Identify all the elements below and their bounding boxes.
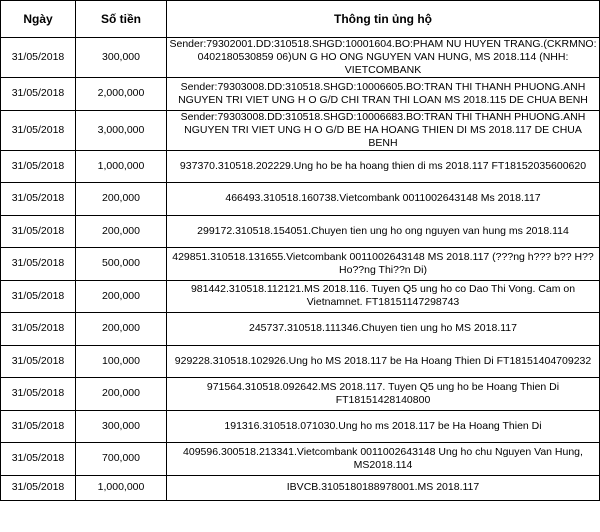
table-row [1, 248, 600, 281]
date-cell: 31/05/2018 [1, 150, 76, 183]
amount-cell: 1,000,000 [76, 475, 167, 500]
amount-cell: 100,000 [76, 345, 167, 378]
table-row [1, 38, 600, 78]
table-row [1, 280, 600, 313]
info-cell: 429851.310518.131655.Vietcombank 0011002643148 MS 2018.117 (???ng h??? b?? H?? Ho??ng Thi??n Di) [167, 248, 600, 281]
amount-cell: 200,000 [76, 313, 167, 346]
info-cell: 409596.300518.213341.Vietcombank 0011002643148 Ung ho chu Nguyen Van Hung, MS2018.114 [167, 443, 600, 476]
table-row [1, 313, 600, 346]
date-cell: 31/05/2018 [1, 215, 76, 248]
table-row [1, 443, 600, 476]
amount-cell: 200,000 [76, 183, 167, 216]
table-row [1, 410, 600, 443]
date-cell: 31/05/2018 [1, 475, 76, 500]
info-cell: 937370.310518.202229.Ung ho be ha hoang thien di ms 2018.117 FT18152035600620 [167, 150, 600, 183]
table-row [1, 345, 600, 378]
date-cell: 31/05/2018 [1, 443, 76, 476]
date-cell: 31/05/2018 [1, 410, 76, 443]
info-cell: 929228.310518.102926.Ung ho MS 2018.117 be Ha Hoang Thien Di FT18151404709232 [167, 345, 600, 378]
info-cell: IBVCB.3105180188978001.MS 2018.117 [167, 475, 600, 500]
amount-cell: 3,000,000 [76, 110, 167, 150]
amount-cell: 200,000 [76, 378, 167, 411]
amount-cell: 300,000 [76, 410, 167, 443]
date-cell: 31/05/2018 [1, 313, 76, 346]
amount-cell: 200,000 [76, 280, 167, 313]
amount-cell: 500,000 [76, 248, 167, 281]
date-cell: 31/05/2018 [1, 280, 76, 313]
amount-cell: 700,000 [76, 443, 167, 476]
table-row [1, 475, 600, 500]
info-cell: 971564.310518.092642.MS 2018.117. Tuyen Q5 ung ho be Hoang Thien Di FT18151428140800 [167, 378, 600, 411]
info-cell: Sender:79302001.DD:310518.SHGD:10001604.BO:PHAM NU HUYEN TRANG.(CKRMNO: 0402180530859 06)UN G HO ONG NGUYEN VAN HUNG, MS 2018.114 (NHH: VIETCOMBANK [167, 38, 600, 78]
date-cell: 31/05/2018 [1, 248, 76, 281]
date-cell: 31/05/2018 [1, 110, 76, 150]
amount-cell: 1,000,000 [76, 150, 167, 183]
info-cell: 466493.310518.160738.Vietcombank 0011002643148 Ms 2018.117 [167, 183, 600, 216]
table-row [1, 150, 600, 183]
amount-cell: 200,000 [76, 215, 167, 248]
date-cell: 31/05/2018 [1, 183, 76, 216]
table-row [1, 110, 600, 150]
date-cell: 31/05/2018 [1, 345, 76, 378]
header-date: Ngày [1, 1, 76, 38]
table-row [1, 215, 600, 248]
amount-cell: 300,000 [76, 38, 167, 78]
header-amount: Số tiền [76, 1, 167, 38]
info-cell: 245737.310518.111346.Chuyen tien ung ho MS 2018.117 [167, 313, 600, 346]
amount-cell: 2,000,000 [76, 78, 167, 111]
date-cell: 31/05/2018 [1, 378, 76, 411]
table-row [1, 78, 600, 111]
date-cell: 31/05/2018 [1, 38, 76, 78]
header-row [1, 1, 600, 38]
info-cell: Sender:79303008.DD:310518.SHGD:10006605.BO:TRAN THI THANH PHUONG.ANH NGUYEN TRI VIET UNG H O G/D CHI TRAN THI LOAN MS 2018.115 DE CHUA BENH [167, 78, 600, 111]
date-cell: 31/05/2018 [1, 78, 76, 111]
info-cell: 299172.310518.154051.Chuyen tien ung ho ong nguyen van hung ms 2018.114 [167, 215, 600, 248]
table-row [1, 183, 600, 216]
info-cell: 981442.310518.112121.MS 2018.116. Tuyen Q5 ung ho co Dao Thi Vong. Cam on Vietnamnet. FT18151147298743 [167, 280, 600, 313]
info-cell: Sender:79303008.DD:310518.SHGD:10006683.BO:TRAN THI THANH PHUONG.ANH NGUYEN TRI VIET UNG H O G/D BE HA HOANG THIEN DI MS 2018.117 DE CHUA BENH [167, 110, 600, 150]
info-cell: 191316.310518.071030.Ung ho ms 2018.117 be Ha Hoang Thien Di [167, 410, 600, 443]
header-info: Thông tin ủng hộ [167, 1, 600, 38]
table-row [1, 378, 600, 411]
